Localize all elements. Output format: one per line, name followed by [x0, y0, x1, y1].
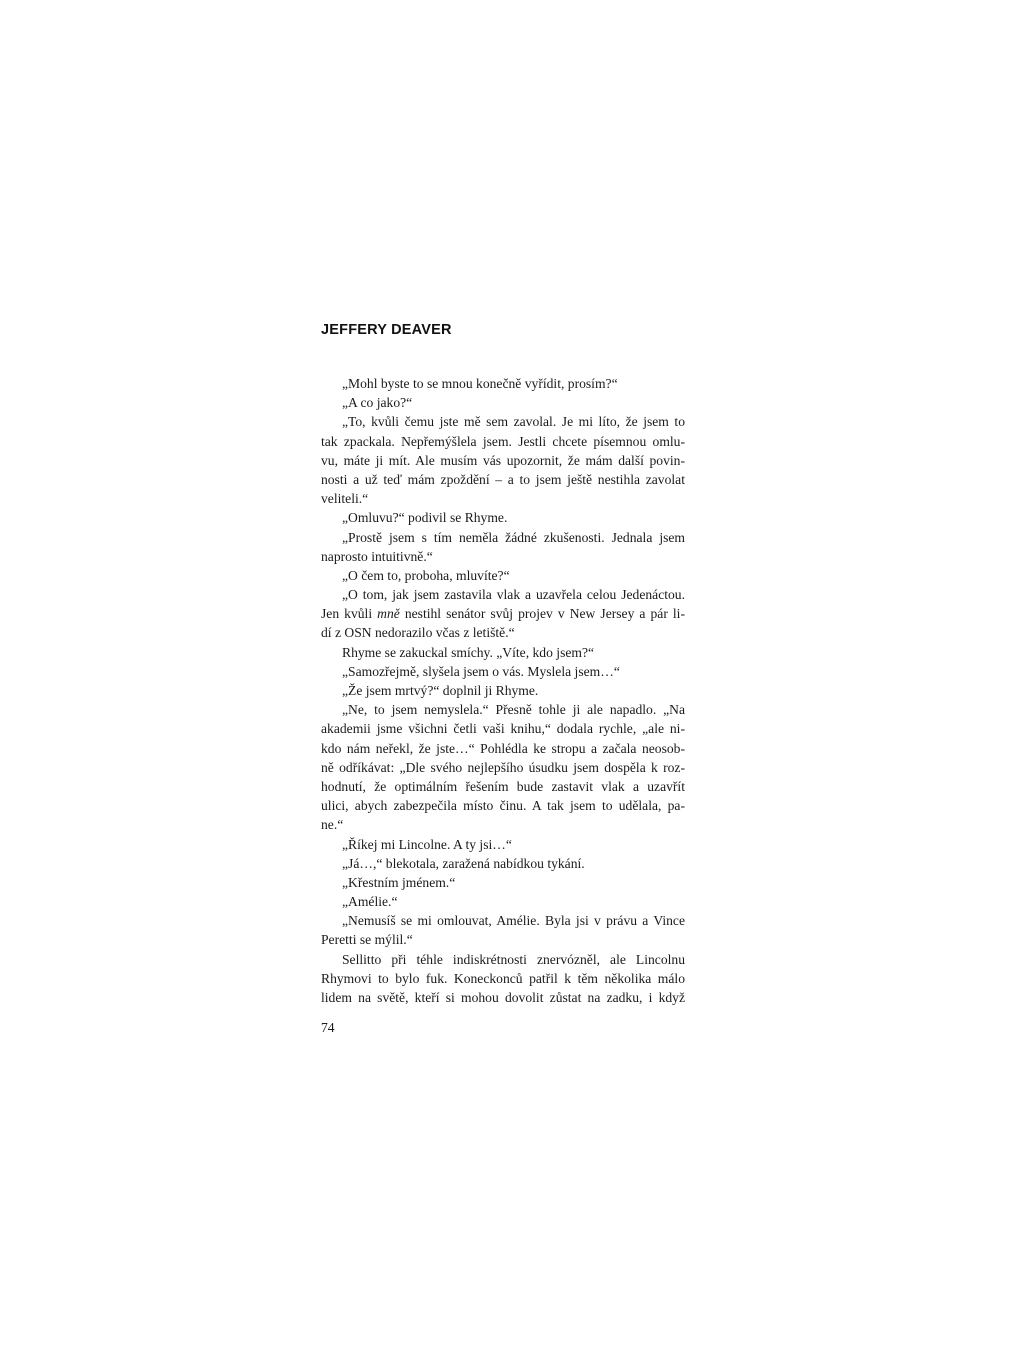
text-line: Rhyme se zakuckal smíchy. „Víte, kdo jsem?“	[342, 644, 595, 660]
emphasis: mně	[377, 606, 400, 622]
text-line: „Amélie.“	[342, 894, 398, 910]
text-line: „Samozřejmě, slyšela jsem o vás. Myslela jsem…“	[342, 663, 620, 679]
body-text	[321, 374, 685, 1007]
text-line: kdo nám neřekl, že jste…“ Pohlédla ke stropu a začala neosob-	[321, 740, 685, 756]
text-line: „A co jako?“	[342, 395, 413, 411]
text-line: „Nemusíš se mi omlouvat, Amélie. Byla jsi v právu a Vince	[342, 913, 685, 929]
text-line: akademii jsme všichni četli vaši knihu,“ dodala rychle, „ale ni-	[321, 721, 685, 737]
text-line: lidem na světě, kteří si mohou dovolit zůstat na zadku, i když	[321, 990, 685, 1005]
text-line: „Ne, to jsem nemyslela.“ Přesně tohle ji ale napadlo. „Na	[342, 702, 685, 718]
text-line: veliteli.“	[321, 491, 369, 507]
text-line: dí z OSN nedorazilo včas z letiště.“	[321, 625, 515, 641]
text-line: Peretti se mýlil.“	[321, 932, 413, 948]
text-line: nosti a už teď mám zpoždění – a to jsem ještě nestihla zavolat	[321, 471, 685, 487]
text-line: „O čem to, proboha, mluvíte?“	[342, 567, 510, 583]
text-line: „Křestním jménem.“	[342, 874, 456, 890]
page-number: 74	[321, 1020, 335, 1035]
text-line: „Já…,“ blekotala, zaražená nabídkou tykání.	[342, 855, 585, 871]
running-header-author: JEFFERY DEAVER	[321, 322, 452, 338]
text-line: Jen kvůli mně nestihl senátor svůj projev v New Jersey a pár li-	[321, 606, 685, 622]
text-line: Sellitto při téhle indiskrétnosti znervózněl, ale Lincolnu	[342, 951, 685, 967]
text-line: ulici, abych zabezpečila místo činu. A tak jsem to udělala, pa-	[321, 798, 685, 814]
text-line: tak zpackala. Nepřemýšlela jsem. Jestli chcete písemnou omlu-	[321, 433, 685, 449]
text-line: naprosto intuitivně.“	[321, 548, 433, 564]
text-line: Rhymovi to bylo fuk. Koneckonců patřil k těm několika málo	[321, 970, 685, 986]
text-line: „Říkej mi Lincolne. A ty jsi…“	[342, 836, 512, 852]
text-line: hodnutí, že optimálním řešením bude zastavit vlak a uzavřít	[321, 778, 685, 794]
text-line: „Prostě jsem s tím neměla žádné zkušenosti. Jednala jsem	[342, 529, 685, 545]
text-line: „Že jsem mrtvý?“ doplnil ji Rhyme.	[342, 683, 539, 698]
text-line: ně odříkávat: „Dle svého nejlepšího úsudku jsem dospěla k roz-	[321, 759, 685, 775]
text-line: „Mohl byste to se mnou konečně vyřídit, prosím?“	[342, 376, 618, 391]
text-line: ne.“	[321, 817, 344, 833]
text-line: „Omluvu?“ podivil se Rhyme.	[342, 510, 508, 526]
text-line: vu, máte ji mít. Ale musím vás upozornit, že mám další povin-	[321, 452, 685, 468]
text-line: „To, kvůli čemu jste mě sem zavolal. Je mi líto, že jsem to	[342, 414, 685, 430]
text-line: „O tom, jak jsem zastavila vlak a uzavřela celou Jedenáctou.	[342, 587, 685, 603]
